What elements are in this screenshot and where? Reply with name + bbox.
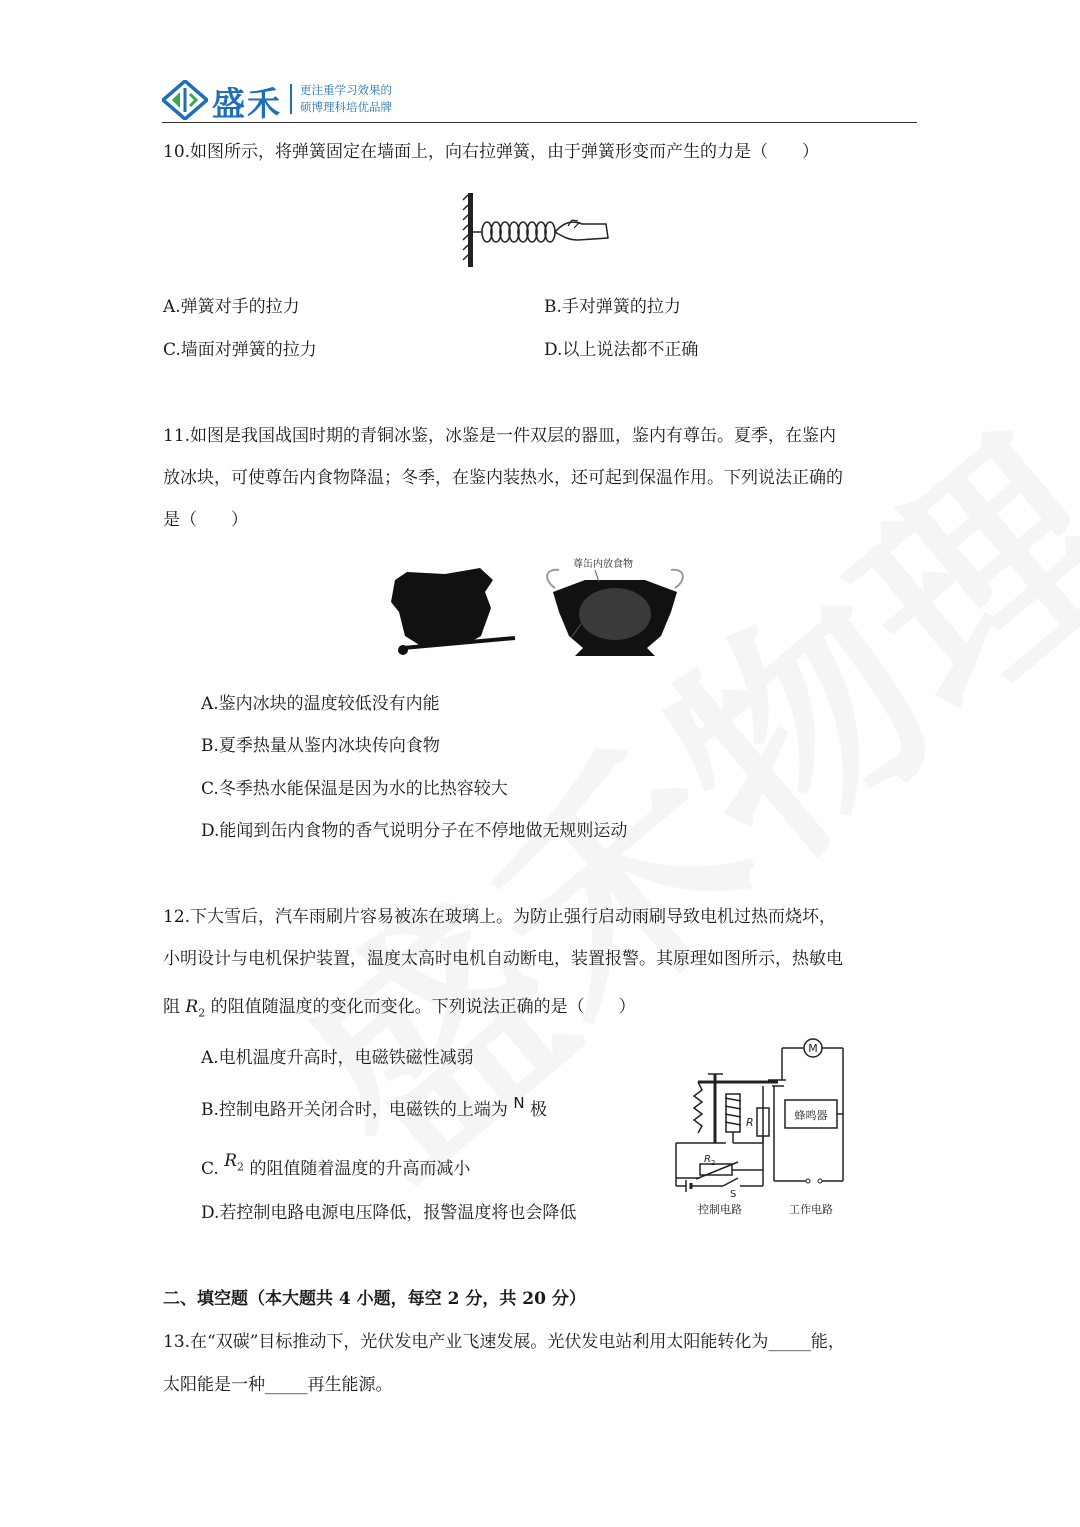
q10-option-d[interactable]: D.以上说法都不正确 [544, 340, 699, 360]
label-food-inside: 尊缶内放食物 [573, 559, 633, 570]
q12-option-c-prefix: C. [201, 1159, 219, 1179]
q10-option-a[interactable]: A.弹簧对手的拉力 [163, 297, 300, 317]
q12-option-a[interactable]: A.电机温度升高时，电磁铁磁性减弱 [201, 1048, 474, 1068]
page-header [162, 76, 917, 123]
q13-line-2: 太阳能是一种_____再生能源。 [163, 1375, 393, 1395]
motor-label: M [808, 1042, 818, 1055]
q10-option-c[interactable]: C.墙面对弹簧的拉力 [163, 340, 317, 360]
work-circuit-label: 工作电路 [789, 1203, 833, 1216]
spring-coils [482, 222, 555, 242]
brand-divider [290, 84, 292, 114]
resistor-label: R [746, 1116, 754, 1129]
pole-n-symbol: N [513, 1094, 525, 1112]
q12-option-d[interactable]: D.若控制电路电源电压降低，报警温度将也会降低 [201, 1203, 577, 1223]
section-2-title: 二、填空题（本大题共 4 小题，每空 2 分，共 20 分） [163, 1289, 586, 1309]
q11-stem-line-2: 放冰块，可使尊缶内食物降温；冬季，在鉴内装热水，还可起到保温作用。下列说法正确的 [163, 468, 843, 488]
relay-circuit-diagram [668, 1038, 858, 1223]
q13-line-1: 13.在“双碳”目标推动下，光伏发电产业飞速发展。光伏发电站利用太阳能转化为_____能， [163, 1332, 845, 1352]
ice-chest-right [533, 557, 683, 656]
q12-option-c[interactable] [201, 1151, 471, 1186]
bronze-ice-chest-figure [385, 552, 705, 670]
switch-label: S [730, 1189, 737, 1200]
q12-option-b-suffix: 极 [529, 1100, 547, 1120]
label-ice-inside: 鉴内放冰 [533, 643, 573, 654]
brand-slogan [300, 82, 392, 116]
q10-option-b[interactable]: B.手对弹簧的拉力 [544, 297, 681, 317]
q12-stem-suffix: 的阻值随温度的变化而变化。下列说法正确的是（ ） [210, 997, 636, 1017]
brand-name: 盛禾 [212, 84, 282, 123]
q12-option-c-text: 的阻值随着温度的升高而减小 [249, 1159, 471, 1179]
q12-option-b[interactable] [201, 1094, 547, 1121]
q11-stem-line-3: 是（ ） [163, 510, 248, 530]
symbol-r2-subscript: 2 [237, 1160, 245, 1174]
q12-stem-prefix: 阻 [163, 997, 180, 1017]
wall [468, 193, 473, 267]
q11-option-b[interactable]: B.夏季热量从鉴内冰块传向食物 [201, 736, 440, 756]
q12-stem-line-2: 小明设计与电机保护装置，温度太高时电机自动断电，装置报警。其原理如图所示，热敏电 [163, 949, 843, 969]
ice-chest-left [391, 568, 515, 655]
symbol-r2: R [224, 1151, 238, 1171]
slogan-line-2: 硕博理科培优品牌 [300, 100, 392, 114]
buzzer-label: 蜂鸣器 [794, 1109, 828, 1122]
q11-option-d[interactable]: D.能闻到缶内食物的香气说明分子在不停地做无规则运动 [201, 821, 628, 841]
q11-option-c[interactable]: C.冬季热水能保温是因为水的比热容较大 [201, 779, 508, 799]
q12-stem-line-1: 12.下大雪后，汽车雨刷片容易被冻在玻璃上。为防止强行启动雨刷导致电机过热而烧坏， [163, 907, 837, 927]
logo-icon [162, 80, 208, 120]
spring-figure [460, 190, 620, 270]
control-circuit-label: 控制电路 [698, 1203, 742, 1216]
q12-option-b-text: B.控制电路开关闭合时，电磁铁的上端为 [201, 1100, 508, 1120]
q12-stem-line-3 [163, 996, 636, 1024]
q11-option-a[interactable]: A.鉴内冰块的温度较低没有内能 [201, 694, 440, 714]
symbol-r: R [185, 997, 199, 1017]
thermistor-label: R [704, 1154, 711, 1165]
thermistor-subscript: 2 [711, 1159, 716, 1167]
symbol-r-subscript: 2 [198, 1006, 206, 1020]
slogan-line-1: 更注重学习效果的 [300, 83, 392, 97]
wall-hatching [463, 195, 468, 260]
q10-stem: 10.如图所示，将弹簧固定在墙面上，向右拉弹簧，由于弹簧形变而产生的力是（ ） [163, 142, 820, 162]
hand-icon [555, 222, 608, 240]
q11-stem-line-1: 11.如图是我国战国时期的青铜冰鉴，冰鉴是一件双层的器皿，鉴内有尊缶。夏季，在鉴内 [163, 426, 837, 446]
